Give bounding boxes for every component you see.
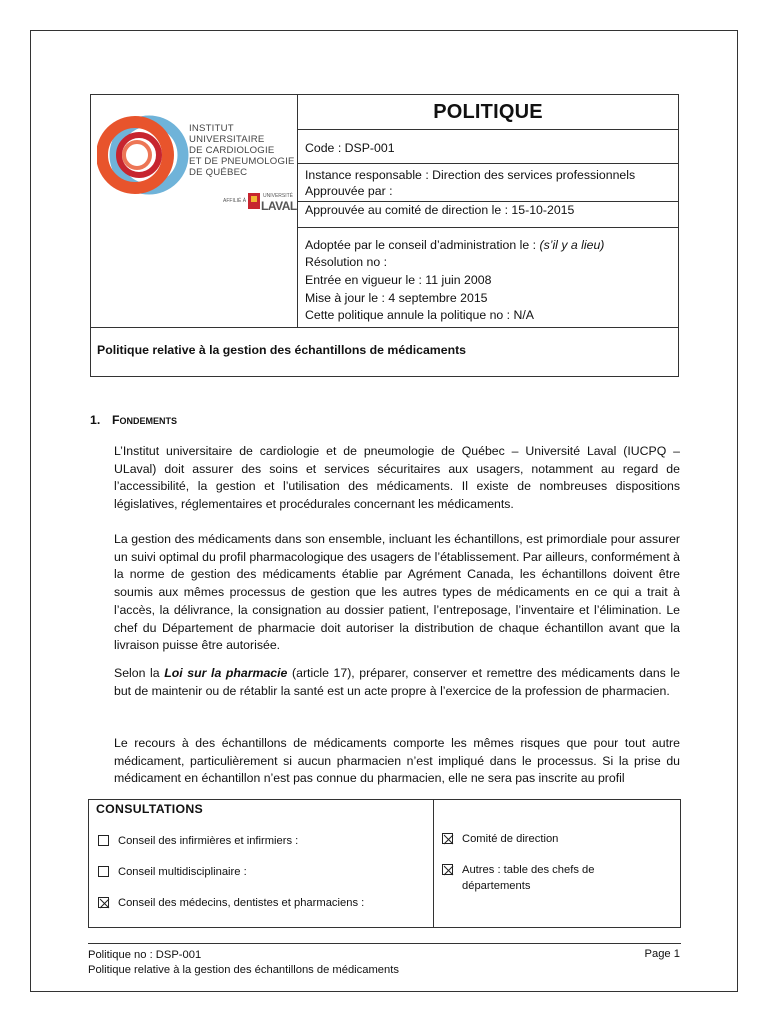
checkbox-label: Conseil des médecins, dentistes et pharmaciens : [118,897,365,909]
divider [297,227,678,228]
paragraph-2: La gestion des médicaments dans son ensemble, incluant les échantillons, est primordiale pour assurer un suivi optimal du profil pharmacologique des usagers de l’établissement. Par ailleurs, conformément à la norme de gestion des médicaments établie par Agrément Canada, les échantillons doivent être soumis aux mêmes processus de gestion que les autres types de médicaments en ce qui a trait à l’accès, la délivrance, la consignation au dossier patient, l’entreposage, l’inventaire et l’élimination. Le chef du Département de pharmacie doit autoriser la distribution de chaque échantillon avant que la livraison puisse être autorisée. [114,532,680,653]
checkmark-x-icon [99,898,110,909]
checkbox-label-line: départements [462,880,531,892]
paragraph-3-after: (article 17), préparer, conserver et remettre des médicaments dans le but de maintenir ou de rétablir la santé est un acte propre à l’exercice de la profession de pharmacien. [114,666,680,698]
checkbox-label [462,862,594,894]
footer-policy-name: Politique relative à la gestion des échantillons de médicaments [88,964,399,976]
adopted-prefix: Adoptée par le conseil d’administration le : [305,238,540,252]
page-number: Page 1 [644,948,680,960]
divider [297,201,678,202]
footer-divider [88,943,681,944]
affiliation-label: AFFILIÉ À [223,198,247,204]
universite-label: UNIVERSITÉ [263,193,294,199]
checkbox-medecins[interactable] [98,897,109,908]
institution-line: DE QUÉBEC [189,167,248,178]
divider [297,129,678,130]
footer-policy-no: Politique no : DSP-001 [88,949,202,961]
divider [91,327,678,328]
effective-date: Entrée en vigueur le : 11 juin 2008 [305,273,492,287]
institution-line: ET DE PNEUMOLOGIE [189,156,295,167]
institution-line: INSTITUT UNIVERSITAIRE [189,123,265,145]
footer-info [88,948,399,978]
paragraph-3-before: Selon la [114,666,165,680]
checkbox-comite-direction[interactable] [442,833,453,844]
law-title: Loi sur la pharmacie [164,666,288,680]
checkbox-label-line: Autres : table des chefs de [462,864,595,876]
consultations-title: CONSULTATIONS [96,802,204,816]
checkbox-multidisciplinaire[interactable] [98,866,109,877]
policy-title: POLITIQUE [433,101,543,123]
checkbox-infirmieres[interactable] [98,835,109,846]
divider [433,800,434,927]
laval-crest-icon [248,193,260,209]
adopted-by-board [305,238,604,254]
section-number: 1. [90,413,101,427]
institution-line: DE CARDIOLOGIE [189,145,275,156]
approved-committee: Approuvée au comité de direction le : 15-10-2015 [305,203,575,217]
section-title: Fondements [112,413,178,427]
divider [297,163,678,164]
consultations-box [88,799,681,928]
paragraph-1: L’Institut universitaire de cardiologie et de pneumologie de Québec – Université Laval (IUCPQ – ULaval) doit assurer des soins et services sécuritaires aux usagers, notamment au regard de l’accessibilité, la gestion et l’utilisation des médicaments. Il existe de nombreuses dispositions législatives, réglementaires et procédurales concernant les médicaments. [114,444,680,512]
checkbox-label: Conseil des infirmières et infirmiers : [118,835,299,847]
approved-by: Approuvée par : [305,184,393,198]
annuls-policy: Cette politique annule la politique no : N/A [305,308,535,322]
checkbox-label: Conseil multidisciplinaire : [118,866,247,878]
policy-code: Code : DSP-001 [305,141,395,155]
checkmark-x-icon [443,865,454,876]
institution-name [189,123,297,178]
paragraph-4: Le recours à des échantillons de médicaments comporte les mêmes risques que pour tout autre médicament, particulièrement si aucun pharmacien n’est impliqué dans le processus. Si la prise du médicament en échantillon n’est pas connue du pharmacien, elle ne sera pas inscrite au profil [114,736,680,786]
policy-name: Politique relative à la gestion des échantillons de médicaments [97,343,467,357]
update-date: Mise à jour le : 4 septembre 2015 [305,291,488,305]
logo-rings-icon [97,109,189,201]
resolution-no: Résolution no : [305,255,388,269]
checkbox-autres[interactable] [442,864,453,875]
checkmark-x-icon [443,834,454,845]
instance-responsable: Instance responsable : Direction des services professionnels [305,168,636,182]
checkbox-label: Comité de direction [462,833,559,845]
paragraph-3 [114,665,680,700]
institution-logo [91,95,297,327]
laval-wordmark: LAVAL [261,199,297,213]
policy-header-table [90,94,679,377]
adopted-note: (s’il y a lieu) [539,238,605,252]
